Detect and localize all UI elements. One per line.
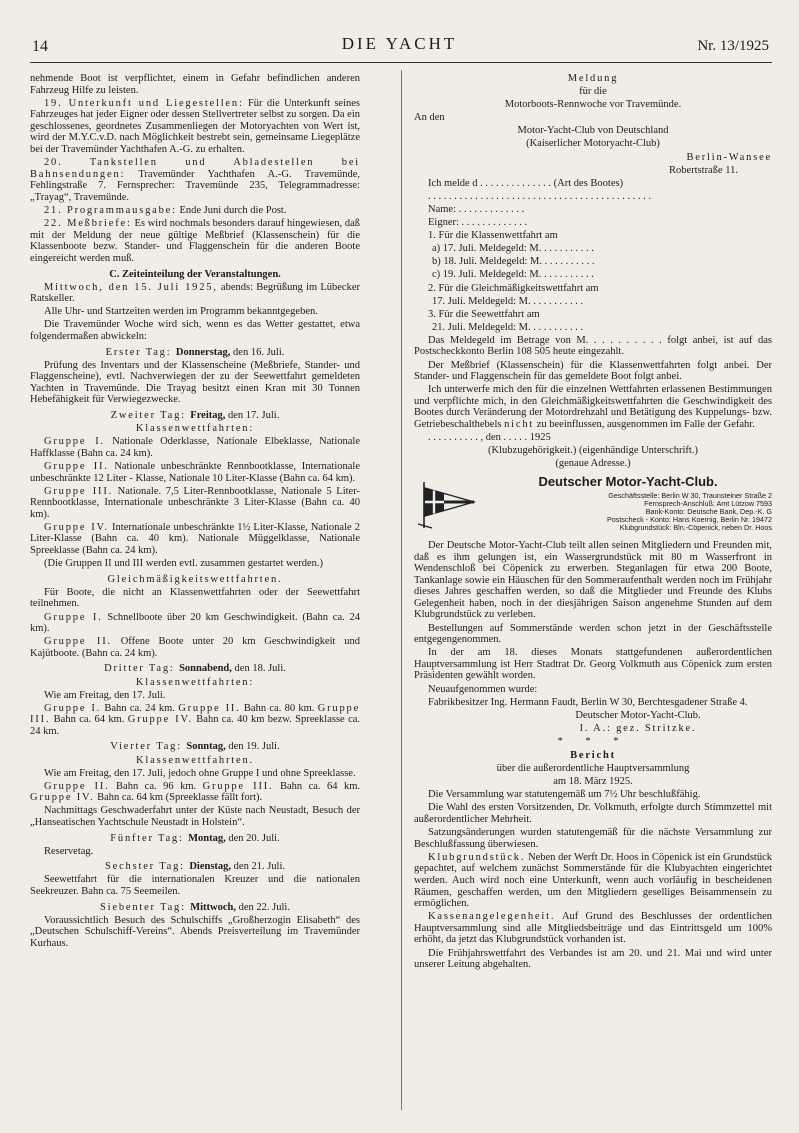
paragraph: Wie am Freitag, den 17. Juli, jedoch ohne Gruppe I und ohne Spreeklasse. [44, 767, 356, 779]
form-line: 1. Für die Klassenwettfahrt am [428, 230, 558, 242]
paragraph: Gruppe IV. Internationale unbeschränkte 1½ Liter-Klasse, Nationale 2 Liter-Klasse (Bahn ca. 40 km). Nationale Müggelklasse, Nationale Spreeklasse (Bahn ca. 24 km). [30, 521, 361, 557]
day-heading: Zweiter Tag: Freitag, den 17. Juli. [110, 410, 280, 422]
magazine-title: DIE YACHT [341, 34, 458, 53]
report-subheading: über die außerordentliche Hauptversammlung [496, 763, 690, 775]
paragraph: Bestellungen auf Sommerstände werden schon jetzt in der Geschäftsstelle entgegengenommen. [414, 622, 772, 646]
form-line: Eigner: . . . . . . . . . . . . . [428, 217, 528, 229]
paragraph: Das Meldegeld im Betrage von M. . . . . . . . . . folgt anbei, ist auf das Postscheckkonto Berlin 108 505 heute eingezahlt. [414, 334, 772, 358]
form-line: a) 17. Juli. Meldegeld: M. . . . . . . . . . . [432, 243, 594, 255]
paragraph: (Die Gruppen II und III werden evtl. zusammen gestartet werden.) [44, 558, 324, 570]
paragraph: Alle Uhr- und Startzeiten werden im Programm bekanntgegeben. [44, 306, 318, 318]
paragraph: Kassenangelegenheit. Auf Grund des Beschlusses der ordentlichen Hauptversammlung sind alle Mitgliedsbeiträge und das Eintrittsgeld um 100% erhöht, da jetzt das Klubgrundstück vorhanden ist. [414, 911, 772, 946]
paragraph: Reservetag. [44, 845, 94, 857]
form-line: c) 19. Juli. Meldegeld: M. . . . . . . . . . . [432, 269, 594, 281]
paragraph: Die Frühjahrswettfahrt des Verbandes ist am 20. und 21. Mai und wird unter unserer Leitung abgehalten. [414, 947, 772, 971]
form-line: 2. Für die Gleichmäßigkeitswettfahrt am [428, 282, 599, 294]
section-heading: C. Zeiteinteilung der Veranstaltungen. [109, 268, 281, 280]
form-line: Motor-Yacht-Club von Deutschland [517, 125, 669, 137]
paragraph: Wie am Freitag, den 17. Juli. [44, 689, 166, 701]
paragraph: In der am 18. dieses Monats stattgefundenen außerordentlichen Hauptversammlung ist Herr Stadtrat Dr. Georg Volkmuth aus Cöpenick zum ersten Präsidenten gewählt worden. [414, 647, 772, 682]
paragraph: Nachmittags Geschwaderfahrt unter der Küste nach Neustadt, Besuch der „Hanseatischen Yachtschule Neustadt in Holstein“. [30, 805, 360, 829]
form-title: Motorboots-Rennwoche vor Travemünde. [504, 99, 682, 111]
club-notice-header [414, 473, 772, 536]
paragraph: Gruppe I. Bahn ca. 24 km. Gruppe II. Bahn ca. 80 km. Gruppe III. Bahn ca. 64 km. Gruppe IV. Bahn ca. 40 km bezw. Spreeklasse ca. 24 km. [30, 702, 361, 737]
paragraph: Der Deutsche Motor-Yacht-Club teilt allen seinen Mitgliedern und Freunden mit, daß es ihm gelungen ist, ein Wassergrundstück mit 80 m Wasserfront in Wendenschloß bei Cöpenick zu erwerben. Steganlagen für etwa 200 Boote, Tankanlage sowie ein Häuschen für den Sommeraufenthalt werden noch im Frühjahr dieses Jahres geschaffen werden, so daß die Mitglieder und Freunde des Klubs Gelegenheit haben, noch in der diesjährigen Saison angenehme Stunden auf dem Klubgrundstück zu verleben. [414, 539, 772, 621]
page-header [0, 34, 799, 58]
subheading: Klassenwettfahrten: [135, 676, 255, 688]
paragraph: Mittwoch, den 15. Juli 1925, abends: Begrüßung im Lübecker Ratskeller. [30, 281, 360, 305]
header-rule [30, 62, 772, 63]
day-heading: Siebenter Tag: Mittwoch, den 22. Juli. [100, 901, 290, 913]
report-subheading: am 18. März 1925. [553, 776, 633, 788]
form-line: Robertstraße 11. [668, 164, 738, 176]
column-divider [401, 70, 402, 1110]
paragraph: 20. Tankstellen und Abladestellen bei Bahnsendungen: Travemünder Yachthafen A.-G. Travemünde, Fehlingstraße 7. Fernsprecher: Travemünde 235, Telegrammadresse: „Trayag“, Travemünde. [30, 157, 360, 203]
form-line: (Klubzugehörigkeit.) (eigenhändige Unterschrift.) [488, 445, 698, 457]
subheading: Klassenwettfahrten: [135, 423, 255, 435]
paragraph: Klubgrundstück. Neben der Werft Dr. Hoos in Cöpenick ist ein Grundstück gepachtet, auf welchem zunächst Sommerstände für die Klubyachten eingerichtet werden. Auch wird noch eine Unterkunft, wenn auch vorläufig in bescheidenen Räumen, geschaffen werden, um den Mitgliedern geselliges Beisammensein zu ermöglichen. [414, 851, 772, 910]
form-title: Meldung [567, 73, 619, 84]
form-line: . . . . . . . . . . , den . . . . . 1925 [428, 432, 551, 444]
form-line: Name: . . . . . . . . . . . . . [428, 203, 525, 215]
form-line: (Kaiserlicher Motoryacht-Club) [526, 138, 660, 150]
club-flag-icon [416, 480, 476, 530]
paragraph: Gruppe I. Schnellboote über 20 km Geschwindigkeit. (Bahn ca. 24 km). [30, 611, 361, 635]
club-contact-info: Geschäftsstelle: Berlin W 30, Traunsteiner Straße 2 Fernsprech-Anschluß: Amt Lützow 7593 Bank-Konto: Deutsche Bank, Dep.-K. G Postscheck - Konto: Hans Koernig, Berlin Nr. 19472 Klubgrundstück: Bln.-Cöpenick, neben Dr. Hoos [607, 490, 772, 532]
club-heading: Deutscher Motor-Yacht-Club. [538, 473, 718, 489]
paragraph: 21. Programmausgabe: Ende Juni durch die Post. [44, 205, 287, 217]
signature: Deutscher Motor-Yacht-Club. [575, 709, 701, 721]
signature: I. A.: gez. Stritzke. [579, 722, 697, 734]
paragraph: Voraussichtlich Besuch des Schulschiffs „Großherzogin Elisabeth“ des „Deutschen Schulschiff-Vereins“. Abends Preisverteilung im Travemünder Kurhaus. [30, 914, 360, 949]
paragraph: Gruppe II. Bahn ca. 96 km. Gruppe III. Bahn ca. 64 km. Gruppe IV. Bahn ca. 64 km (Spreeklasse fällt fort). [30, 780, 361, 804]
day-heading: Dritter Tag: Sonnabend, den 18. Juli. [104, 663, 286, 675]
day-heading: Fünfter Tag: Montag, den 20. Juli. [110, 832, 280, 844]
day-heading: Sechster Tag: Dienstag, den 21. Juli. [104, 861, 286, 873]
paragraph: Gruppe III. Nationale. 7,5 Liter-Rennbootklasse, Nationale 5 Liter-Rennbootklasse, Internationale unbeschränkte 3 Liter-Klasse (Bahn ca. 40 km). [30, 485, 360, 520]
form-line: Ich melde d . . . . . . . . . . . . . . (Art des Bootes) [428, 177, 624, 189]
paragraph: Für Boote, die nicht an Klassenwettfahrten oder der Seewettfahrt teilnehmen. [30, 586, 360, 610]
paragraph: Neuaufgenommen wurde: [428, 683, 538, 695]
day-heading: Erster Tag: Donnerstag, den 16. Juli. [105, 346, 285, 358]
left-column [30, 73, 360, 951]
paragraph: Satzungsänderungen wurden statutengemäß für die nächste Versammlung zur Beschlußfassung überwiesen. [414, 827, 772, 850]
day-heading: Vierter Tag: Sonntag, den 19. Juli. [110, 741, 280, 753]
form-line: 21. Juli. Meldegeld: M. . . . . . . . . . . [432, 321, 584, 333]
paragraph: Gruppe II. Offene Boote unter 20 km Geschwindigkeit und Kajütboote. (Bahn ca. 24 km). [30, 636, 360, 659]
form-line: Berlin-Wansee [686, 151, 772, 163]
form-line: (genaue Adresse.) [555, 458, 631, 470]
form-title: für die [579, 86, 607, 98]
form-line: An den [414, 112, 445, 124]
report-heading: Bericht [570, 750, 616, 761]
paragraph: nehmende Boot ist verpflichtet, einem in Gefahr befindlichen anderen Fahrzeug Hilfe zu leisten. [30, 73, 360, 96]
paragraph: Die Versammlung war statutengemäß um 7½ Uhr beschlußfähig. [428, 789, 701, 801]
paragraph: 19. Unterkunft und Liegestellen: Für die Unterkunft seines Fahrzeuges hat jeder Eigner oder dessen Stellvertreter selbst zu sorgen. Da ein geschlossenes, geordnetes Zusammenliegen der Motoryachten von Wert ist, wird der M.Y.C.v.D. nach Möglichkeit bestrebt sein, gemeinsame Liegeplätze bei der Travemünder Yachthafen A.-G. zu erhalten. [30, 97, 360, 156]
paragraph: Der Meßbrief (Klassenschein) für die Klassenwettfahrten folgt anbei. Der Stander- und Flaggenschein für das gemeldete Boot folgt anbei. [414, 359, 772, 383]
paragraph: Gruppe II. Nationale unbeschränkte Rennbootklasse, Internationale unbeschränkte 12 Liter - Klasse, Nationale 10 Liter-Klasse (Bahn ca. 64 km). [30, 460, 360, 484]
page-number: 14 [32, 38, 48, 55]
paragraph: Fabrikbesitzer Ing. Hermann Faudt, Berlin W 30, Berchtesgadener Straße 4. [428, 696, 748, 708]
paragraph: Die Travemünder Woche wird sich, wenn es das Wetter gestattet, etwa folgendermaßen abwickeln: [30, 319, 360, 342]
form-line: b) 18. Juli. Meldegeld: M. . . . . . . . . . . [432, 256, 595, 268]
paragraph: Ich unterwerfe mich den für die einzelnen Wettfahrten erlassenen Bestimmungen und verpflichte mich, in den Gleichmäßigkeitswettfahrten die Geschwindigkeit des Bootes durch Veränderung der Motordrehzahl und Betätigung des Kuppelungs- bzw. Getriebeschalthebels nicht zu beeinflussen, ausgenommen im Falle der Gefahr. [414, 384, 772, 431]
paragraph: Prüfung des Inventars und der Klassenscheine (Meßbriefe, Stander- und Flaggenscheine), evtl. Nachverwiegen der zu der Seewettfahrt gemeldeten Yachten in Travemünde. Die Trayag besitzt einen Kran mit 30 Tonnen Hebefähigkeit für Verwiegezwecke. [30, 359, 360, 406]
paragraph: 22. Meßbriefe: Es wird nochmals besonders darauf hingewiesen, daß mit der Meldung der neue gültige Meßbrief (Klassenschein) für die Klassenboote bezw. Stander- und Flaggenschein für die anderen Boote eingereicht werden muß. [30, 218, 360, 264]
separator-stars: * * * [557, 736, 629, 748]
issue-number: Nr. 13/1925 [697, 38, 769, 54]
paragraph: Gruppe I. Nationale Oderklasse, Nationale Elbeklasse, Nationale Haffklasse (Bahn ca. 24 km). [30, 436, 360, 459]
paragraph: Die Wahl des ersten Vorsitzenden, Dr. Volkmuth, erfolgte durch Stimmzettel mit außerordentlicher Mehrheit. [414, 802, 772, 825]
subheading: Gleichmäßigkeitswettfahrten. [107, 573, 283, 585]
subheading: Klassenwettfahrten. [136, 754, 254, 766]
form-line: . . . . . . . . . . . . . . . . . . . . . . . . . . . . . . . . . . . . . . . . . . . [428, 190, 652, 202]
form-line: 3. Für die Seewettfahrt am [428, 308, 540, 320]
form-line: 17. Juli. Meldegeld: M. . . . . . . . . . . [432, 295, 584, 307]
paragraph: Seewettfahrt für die internationalen Kreuzer und die nationalen Seekreuzer. Bahn ca. 75 Seemeilen. [30, 874, 360, 897]
right-column [414, 73, 772, 972]
